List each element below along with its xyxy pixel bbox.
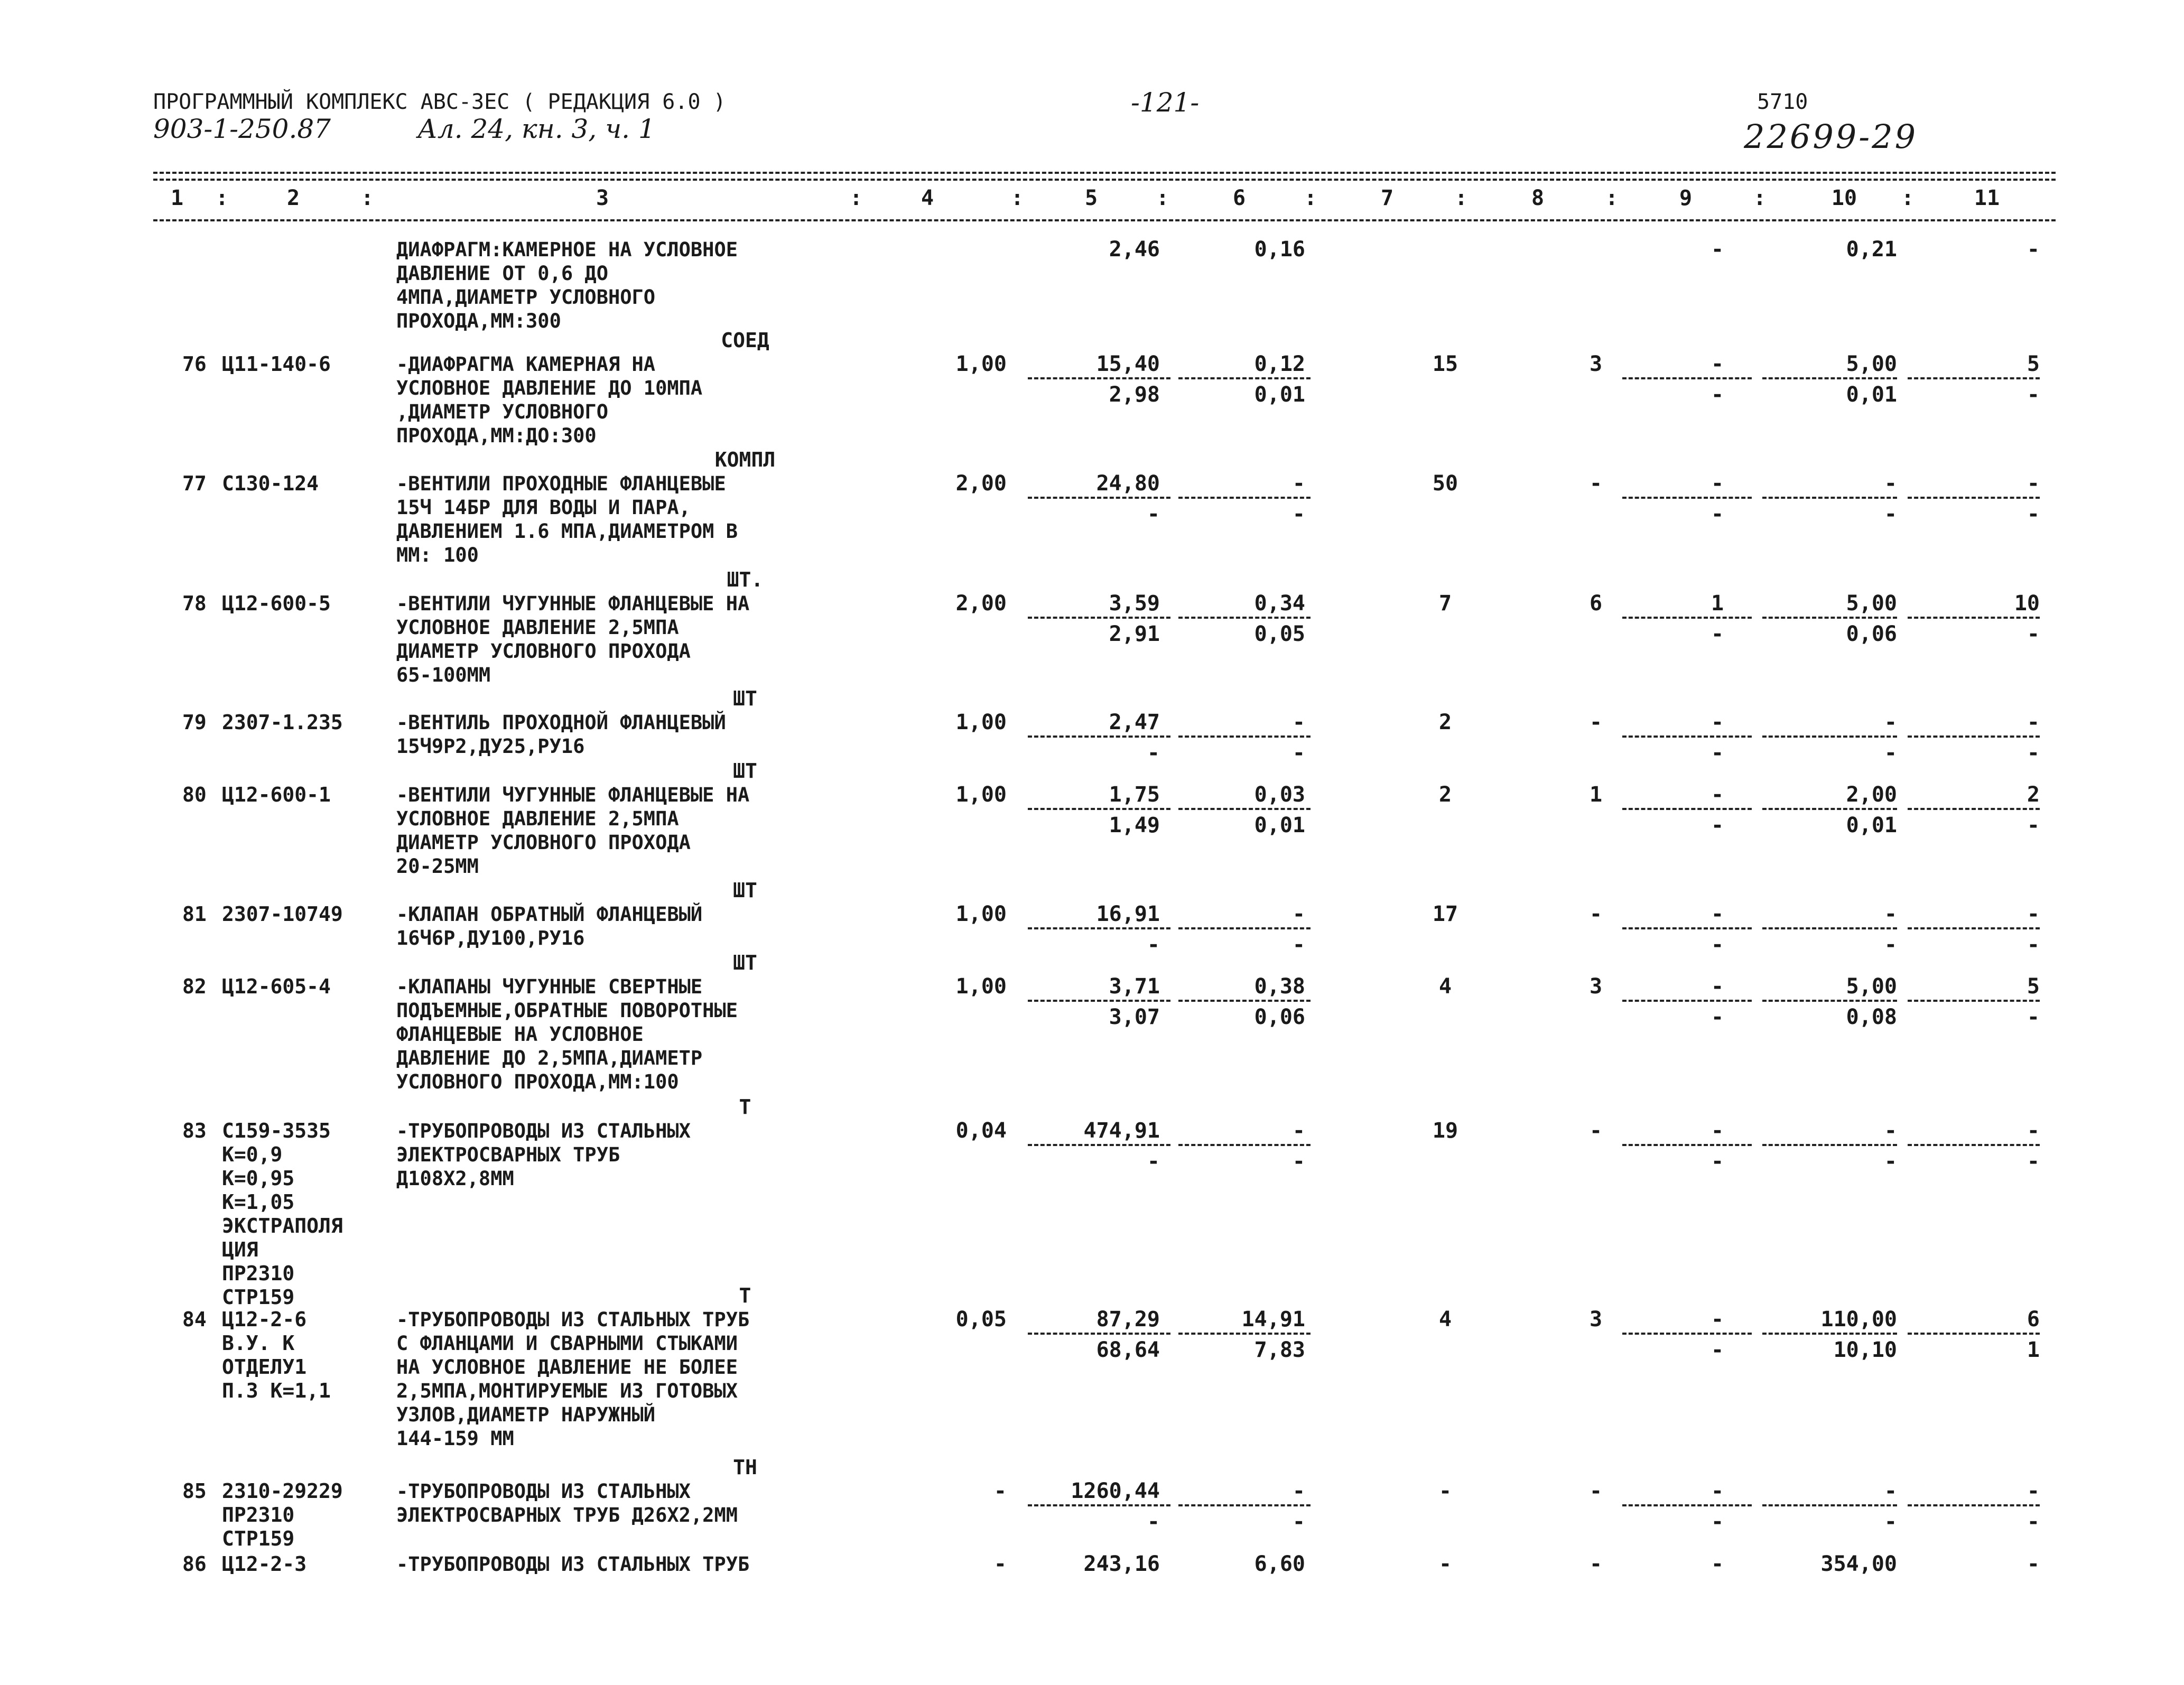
cell-col-10: 110,00 — [1820, 1307, 1897, 1332]
cell-underline — [1028, 1144, 1170, 1146]
cell-sub-col-5: - — [1147, 933, 1160, 957]
column-number-header — [0, 186, 2184, 212]
cell-underline — [1028, 1000, 1170, 1002]
cell-sub-col-5: - — [1147, 502, 1160, 526]
col-sep: : — [1605, 186, 1619, 210]
col-num-10: 10 — [1831, 186, 1857, 210]
cell-col-7: 2 — [1438, 710, 1452, 734]
row-description: -ВЕНТИЛИ ПРОХОДНЫЕ ФЛАНЦЕВЫЕ 15Ч 14БР ДЛЯ ВОДЫ И ПАРА, ДАВЛЕНИЕМ 1.6 МПА,ДИАМЕТРОМ В ММ: 100 — [396, 472, 738, 566]
cell-col-8: - — [1589, 1119, 1603, 1143]
cell-col-8: 3 — [1589, 974, 1603, 999]
row-unit: Т — [739, 1095, 751, 1119]
cell-col-5: 1,75 — [1109, 783, 1160, 807]
row-unit: ШТ — [733, 879, 757, 902]
row-unit: Т — [739, 1284, 751, 1307]
cell-sub-col-9: - — [1711, 502, 1724, 526]
cell-col-5: 87,29 — [1096, 1307, 1160, 1332]
cell-underline — [1028, 377, 1170, 379]
cell-underline — [1908, 497, 2040, 499]
row-description: -ВЕНТИЛИ ЧУГУННЫЕ ФЛАНЦЕВЫЕ НА УСЛОВНОЕ ДАВЛЕНИЕ 2,5МПА ДИАМЕТР УСЛОВНОГО ПРОХОДА 65-100ММ — [396, 592, 750, 686]
row-description: -КЛАПАНЫ ЧУГУННЫЕ СВЕРТНЫЕ ПОДЪЕМНЫЕ,ОБРАТНЫЕ ПОВОРОТНЫЕ ФЛАНЦЕВЫЕ НА УСЛОВНОЕ ДАВЛЕНИЕ ДО 2,5МПА,ДИАМЕТР УСЛОВНОГО ПРОХОДА,ММ:100 — [396, 975, 738, 1093]
cell-col-5: 1260,44 — [1071, 1479, 1160, 1503]
cell-sub-col-6: - — [1292, 933, 1305, 957]
cell-col-10: - — [1884, 1479, 1897, 1503]
cell-sub-col-10: - — [1884, 741, 1897, 765]
cell-sub-col-5: - — [1147, 1510, 1160, 1534]
cell-underline — [1762, 497, 1897, 499]
cell-col-11: 5 — [2027, 974, 2040, 999]
cell-sub-col-5: 3,07 — [1109, 1005, 1160, 1029]
cell-col-10: 0,21 — [1846, 237, 1897, 262]
cell-underline — [1178, 377, 1311, 379]
cell-col-9: 1 — [1711, 591, 1724, 616]
cell-sub-col-11: - — [2027, 1510, 2040, 1534]
cell-underline — [1622, 377, 1752, 379]
cell-col-4: 2,00 — [955, 591, 1007, 616]
cell-underline — [1622, 1504, 1752, 1506]
cell-underline — [1178, 1333, 1311, 1335]
cell-col-7: 17 — [1432, 902, 1458, 926]
cell-sub-col-5: 2,98 — [1109, 383, 1160, 407]
cell-underline — [1622, 1000, 1752, 1002]
col-num-4: 4 — [921, 186, 934, 210]
cell-underline — [1908, 736, 2040, 738]
cell-col-6: 0,03 — [1254, 783, 1305, 807]
cell-col-4: 0,04 — [955, 1119, 1007, 1143]
row-description: -ТРУБОПРОВОДЫ ИЗ СТАЛЬНЫХ ТРУБ С ФЛАНЦАМИ И СВАРНЫМИ СТЫКАМИ НА УСЛОВНОЕ ДАВЛЕНИЕ НЕ БОЛЕЕ 2,5МПА,МОНТИРУЕМЫЕ ИЗ ГОТОВЫХ УЗЛОВ,ДИАМЕТР НАРУЖНЫЙ 144-159 ММ — [396, 1308, 750, 1450]
cell-col-9: - — [1711, 1119, 1724, 1143]
cell-col-7: 50 — [1432, 471, 1458, 496]
cell-sub-col-5: 1,49 — [1109, 813, 1160, 837]
cell-col-10: 354,00 — [1820, 1552, 1897, 1576]
row-code: Ц11-140-6 — [222, 352, 331, 376]
cell-col-9: - — [1711, 471, 1724, 496]
cell-sub-col-5: - — [1147, 741, 1160, 765]
cell-sub-col-9: - — [1711, 622, 1724, 646]
cell-sub-col-9: - — [1711, 1510, 1724, 1534]
cell-underline — [1908, 377, 2040, 379]
cell-col-8: 1 — [1589, 783, 1603, 807]
row-description: -ТРУБОПРОВОДЫ ИЗ СТАЛЬНЫХ ЭЛЕКТРОСВАРНЫХ ТРУБ Д26Х2,2ММ — [396, 1480, 738, 1526]
cell-col-10: - — [1884, 471, 1897, 496]
cell-underline — [1178, 1000, 1311, 1002]
cell-underline — [1028, 1333, 1170, 1335]
row-unit: СОЕД — [721, 329, 769, 352]
cell-col-8: - — [1589, 1479, 1603, 1503]
cell-sub-col-11: - — [2027, 1005, 2040, 1029]
cell-underline — [1762, 377, 1897, 379]
row-unit: ШТ — [733, 759, 757, 783]
cell-col-6: 6,60 — [1254, 1552, 1305, 1576]
row-description: -ТРУБОПРОВОДЫ ИЗ СТАЛЬНЫХ ТРУБ — [396, 1553, 750, 1576]
cell-col-11: 6 — [2027, 1307, 2040, 1332]
cell-col-11: 5 — [2027, 352, 2040, 376]
cell-underline — [1908, 1144, 2040, 1146]
cell-sub-col-6: 7,83 — [1254, 1338, 1305, 1362]
header-rule-top — [153, 172, 2056, 174]
row-code: Ц12-2-3 — [222, 1552, 307, 1576]
program-title: ПРОГРАММНЫЙ КОМПЛЕКС АВС-3ЕС ( РЕДАКЦИЯ 6.0 ) — [153, 90, 726, 114]
cell-col-4: 2,00 — [955, 471, 1007, 496]
cell-underline — [1028, 497, 1170, 499]
cell-underline — [1762, 1504, 1897, 1506]
cell-col-8: 3 — [1589, 352, 1603, 376]
cell-col-6: 0,38 — [1254, 974, 1305, 999]
cell-col-4: 1,00 — [955, 710, 1007, 734]
cell-col-7: 15 — [1432, 352, 1458, 376]
cell-underline — [1178, 1144, 1311, 1146]
cell-sub-col-6: - — [1292, 502, 1305, 526]
cell-underline — [1178, 808, 1311, 810]
cell-sub-col-9: - — [1711, 1338, 1724, 1362]
cell-col-8: 3 — [1589, 1307, 1603, 1332]
cell-underline — [1622, 927, 1752, 929]
cell-underline — [1028, 1504, 1170, 1506]
sheet-reference: Ал. 24, кн. 3, ч. 1 — [417, 114, 655, 144]
cell-underline — [1908, 1000, 2040, 1002]
col-sep: : — [849, 186, 863, 210]
cell-underline — [1622, 1333, 1752, 1335]
cell-col-6: 0,12 — [1254, 352, 1305, 376]
cell-sub-col-11: - — [2027, 813, 2040, 837]
cell-col-5: 16,91 — [1096, 902, 1160, 926]
row-unit: ШТ. — [727, 568, 764, 591]
row-code: Ц12-600-5 — [222, 592, 331, 615]
cell-col-4: - — [993, 1552, 1007, 1576]
cell-col-11: - — [2027, 1552, 2040, 1576]
cell-col-6: - — [1292, 1119, 1305, 1143]
row-unit: КОМПЛ — [714, 448, 776, 471]
row-index: 83 — [182, 1119, 207, 1142]
cell-underline — [1622, 617, 1752, 619]
cell-col-11: - — [2027, 1119, 2040, 1143]
row-code: С130-124 — [222, 472, 319, 495]
col-num-1: 1 — [170, 186, 184, 210]
cell-sub-col-11: - — [2027, 933, 2040, 957]
cell-col-11: 2 — [2027, 783, 2040, 807]
cell-sub-col-6: - — [1292, 741, 1305, 765]
cell-sub-col-10: 0,01 — [1846, 813, 1897, 837]
cell-col-9: - — [1711, 352, 1724, 376]
row-unit: ШТ — [733, 687, 757, 710]
row-unit: ТН — [733, 1456, 757, 1479]
row-index: 80 — [182, 783, 207, 806]
row-index: 82 — [182, 975, 207, 998]
row-description: ДИАФРАГМ:КАМЕРНОЕ НА УСЛОВНОЕ ДАВЛЕНИЕ ОТ 0,6 ДО 4МПА,ДИАМЕТР УСЛОВНОГО ПРОХОДА,ММ:300 — [396, 238, 738, 332]
header-rule-bottom — [153, 219, 2056, 221]
col-sep: : — [360, 186, 374, 210]
col-num-3: 3 — [596, 186, 609, 210]
cell-sub-col-9: - — [1711, 1149, 1724, 1174]
cell-col-5: 3,59 — [1109, 591, 1160, 616]
row-code: Ц12-600-1 — [222, 783, 331, 806]
cell-col-10: - — [1884, 902, 1897, 926]
col-num-9: 9 — [1679, 186, 1693, 210]
cell-underline — [1028, 808, 1170, 810]
cell-col-10: - — [1884, 1119, 1897, 1143]
cell-sub-col-11: - — [2027, 383, 2040, 407]
cell-col-10: 5,00 — [1846, 591, 1897, 616]
cell-col-4: - — [993, 1479, 1007, 1503]
cell-col-8: - — [1589, 902, 1603, 926]
row-code: 2307-1.235 — [222, 711, 343, 734]
cell-underline — [1908, 927, 2040, 929]
col-sep: : — [1156, 186, 1169, 210]
cell-col-7: 4 — [1438, 1307, 1452, 1332]
document-code: 22699-29 — [1744, 117, 1918, 156]
cell-sub-col-5: - — [1147, 1149, 1160, 1174]
cell-col-8: - — [1589, 1552, 1603, 1576]
cell-sub-col-11: - — [2027, 622, 2040, 646]
cell-underline — [1908, 617, 2040, 619]
cell-col-6: 0,34 — [1254, 591, 1305, 616]
row-code: 2307-10749 — [222, 902, 343, 926]
cell-sub-col-10: 10,10 — [1833, 1338, 1897, 1362]
cell-sub-col-10: 0,06 — [1846, 622, 1897, 646]
cell-col-6: 0,16 — [1254, 237, 1305, 262]
cell-underline — [1762, 927, 1897, 929]
row-index: 85 — [182, 1479, 207, 1503]
cell-col-5: 3,71 — [1109, 974, 1160, 999]
cell-underline — [1178, 927, 1311, 929]
cell-col-9: - — [1711, 783, 1724, 807]
cell-col-4: 1,00 — [955, 783, 1007, 807]
cell-sub-col-9: - — [1711, 383, 1724, 407]
cell-sub-col-5: 68,64 — [1096, 1338, 1160, 1362]
row-description: -ВЕНТИЛИ ЧУГУННЫЕ ФЛАНЦЕВЫЕ НА УСЛОВНОЕ ДАВЛЕНИЕ 2,5МПА ДИАМЕТР УСЛОВНОГО ПРОХОДА 20-25ММ — [396, 784, 750, 878]
cell-underline — [1762, 1000, 1897, 1002]
row-index: 78 — [182, 592, 207, 615]
cell-sub-col-11: - — [2027, 1149, 2040, 1174]
cell-sub-col-9: - — [1711, 741, 1724, 765]
cell-underline — [1178, 617, 1311, 619]
cell-col-11: - — [2027, 710, 2040, 734]
cell-sub-col-10: - — [1884, 933, 1897, 957]
cell-underline — [1622, 1144, 1752, 1146]
col-num-6: 6 — [1232, 186, 1246, 210]
cell-sub-col-10: - — [1884, 1510, 1897, 1534]
cell-sub-col-6: 0,01 — [1254, 383, 1305, 407]
cell-underline — [1178, 497, 1311, 499]
cell-col-10: 2,00 — [1846, 783, 1897, 807]
row-code: 2310-29229 ПР2310 СТР159 — [222, 1479, 343, 1550]
project-number: 903-1-250.87 — [153, 114, 331, 144]
col-num-7: 7 — [1380, 186, 1394, 210]
cell-sub-col-9: - — [1711, 933, 1724, 957]
cell-col-10: 5,00 — [1846, 974, 1897, 999]
cell-sub-col-10: - — [1884, 1149, 1897, 1174]
cell-underline — [1762, 617, 1897, 619]
cell-col-9: - — [1711, 902, 1724, 926]
cell-underline — [1028, 927, 1170, 929]
col-sep: : — [1454, 186, 1468, 210]
cell-sub-col-6: 0,05 — [1254, 622, 1305, 646]
cell-sub-col-6: 0,06 — [1254, 1005, 1305, 1029]
cell-col-9: - — [1711, 710, 1724, 734]
row-index: 81 — [182, 902, 207, 926]
cell-col-6: 14,91 — [1241, 1307, 1305, 1332]
cell-underline — [1908, 1333, 2040, 1335]
row-index: 79 — [182, 711, 207, 734]
cell-sub-col-5: 2,91 — [1109, 622, 1160, 646]
cell-sub-col-10: 0,08 — [1846, 1005, 1897, 1029]
col-num-2: 2 — [286, 186, 300, 210]
cell-col-9: - — [1711, 1552, 1724, 1576]
cell-sub-col-6: - — [1292, 1510, 1305, 1534]
cell-col-5: 2,47 — [1109, 710, 1160, 734]
row-unit: ШТ — [733, 951, 757, 974]
cell-underline — [1762, 1144, 1897, 1146]
row-code: С159-3535 К=0,9 К=0,95 К=1,05 ЭКСТРАПОЛЯ ЦИЯ ПР2310 СТР159 — [222, 1119, 343, 1309]
cell-col-6: - — [1292, 710, 1305, 734]
cell-col-11: - — [2027, 1479, 2040, 1503]
cell-col-4: 1,00 — [955, 974, 1007, 999]
cell-col-7: 4 — [1438, 974, 1452, 999]
col-sep: : — [1304, 186, 1317, 210]
cell-col-5: 243,16 — [1083, 1552, 1160, 1576]
cell-col-9: - — [1711, 1307, 1724, 1332]
cell-col-6: - — [1292, 1479, 1305, 1503]
cell-underline — [1622, 808, 1752, 810]
cell-sub-col-11: - — [2027, 741, 2040, 765]
row-description: -КЛАПАН ОБРАТНЫЙ ФЛАНЦЕВЫЙ 16Ч6Р,ДУ100,РУ16 — [396, 903, 703, 949]
header-rule-top-2 — [153, 179, 2056, 181]
cell-col-10: 5,00 — [1846, 352, 1897, 376]
col-sep: : — [1010, 186, 1024, 210]
row-index: 76 — [182, 352, 207, 376]
cell-sub-col-10: 0,01 — [1846, 383, 1897, 407]
cell-col-7: 19 — [1432, 1119, 1458, 1143]
cell-col-9: - — [1711, 1479, 1724, 1503]
cell-col-5: 2,46 — [1109, 237, 1160, 262]
col-num-11: 11 — [1974, 186, 2000, 210]
cell-col-6: - — [1292, 471, 1305, 496]
cell-sub-col-6: 0,01 — [1254, 813, 1305, 837]
cell-col-5: 15,40 — [1096, 352, 1160, 376]
cell-sub-col-9: - — [1711, 813, 1724, 837]
cell-col-7: 7 — [1438, 591, 1452, 616]
row-description: -ТРУБОПРОВОДЫ ИЗ СТАЛЬНЫХ ЭЛЕКТРОСВАРНЫХ ТРУБ Д108Х2,8ММ — [396, 1120, 691, 1190]
cell-col-6: - — [1292, 902, 1305, 926]
cell-col-4: 1,00 — [955, 352, 1007, 376]
col-num-5: 5 — [1084, 186, 1098, 210]
cell-underline — [1762, 1333, 1897, 1335]
col-sep: : — [215, 186, 229, 210]
cell-underline — [1178, 736, 1311, 738]
cell-col-8: - — [1589, 471, 1603, 496]
cell-sub-col-9: - — [1711, 1005, 1724, 1029]
cell-col-11: 10 — [2014, 591, 2040, 616]
row-index: 84 — [182, 1308, 207, 1331]
col-num-8: 8 — [1531, 186, 1545, 210]
cell-col-9: - — [1711, 974, 1724, 999]
cell-underline — [1622, 497, 1752, 499]
cell-sub-col-10: - — [1884, 502, 1897, 526]
cell-sub-col-11: 1 — [2027, 1338, 2040, 1362]
cell-col-7: 2 — [1438, 783, 1452, 807]
cell-col-10: - — [1884, 710, 1897, 734]
cell-col-9: - — [1711, 237, 1724, 262]
row-index: 86 — [182, 1552, 207, 1576]
document-code-small: 5710 — [1757, 90, 1808, 114]
page-number: -121- — [1131, 87, 1200, 118]
cell-underline — [1908, 1504, 2040, 1506]
cell-underline — [1622, 736, 1752, 738]
cell-underline — [1028, 617, 1170, 619]
cell-underline — [1762, 736, 1897, 738]
cell-col-11: - — [2027, 237, 2040, 262]
cell-underline — [1762, 808, 1897, 810]
cell-col-7: - — [1438, 1479, 1452, 1503]
col-sep: : — [1753, 186, 1767, 210]
row-description: -ДИАФРАГМА КАМЕРНАЯ НА УСЛОВНОЕ ДАВЛЕНИЕ ДО 10МПА ,ДИАМЕТР УСЛОВНОГО ПРОХОДА,ММ:ДО:300 — [396, 353, 703, 447]
cell-col-4: 0,05 — [955, 1307, 1007, 1332]
cell-col-7: - — [1438, 1552, 1452, 1576]
row-code: Ц12-2-6 В.У. К ОТДЕЛУ1 П.3 К=1,1 — [222, 1308, 331, 1402]
cell-col-8: 6 — [1589, 591, 1603, 616]
cell-col-11: - — [2027, 471, 2040, 496]
cell-underline — [1028, 736, 1170, 738]
cell-col-5: 474,91 — [1083, 1119, 1160, 1143]
cell-col-5: 24,80 — [1096, 471, 1160, 496]
cell-sub-col-6: - — [1292, 1149, 1305, 1174]
cell-col-11: - — [2027, 902, 2040, 926]
col-sep: : — [1901, 186, 1915, 210]
row-description: -ВЕНТИЛЬ ПРОХОДНОЙ ФЛАНЦЕВЫЙ 15Ч9Р2,ДУ25,РУ16 — [396, 711, 726, 758]
row-code: Ц12-605-4 — [222, 975, 331, 998]
cell-underline — [1908, 808, 2040, 810]
row-index: 77 — [182, 472, 207, 495]
cell-sub-col-11: - — [2027, 502, 2040, 526]
cell-col-8: - — [1589, 710, 1603, 734]
cell-col-4: 1,00 — [955, 902, 1007, 926]
cell-underline — [1178, 1504, 1311, 1506]
